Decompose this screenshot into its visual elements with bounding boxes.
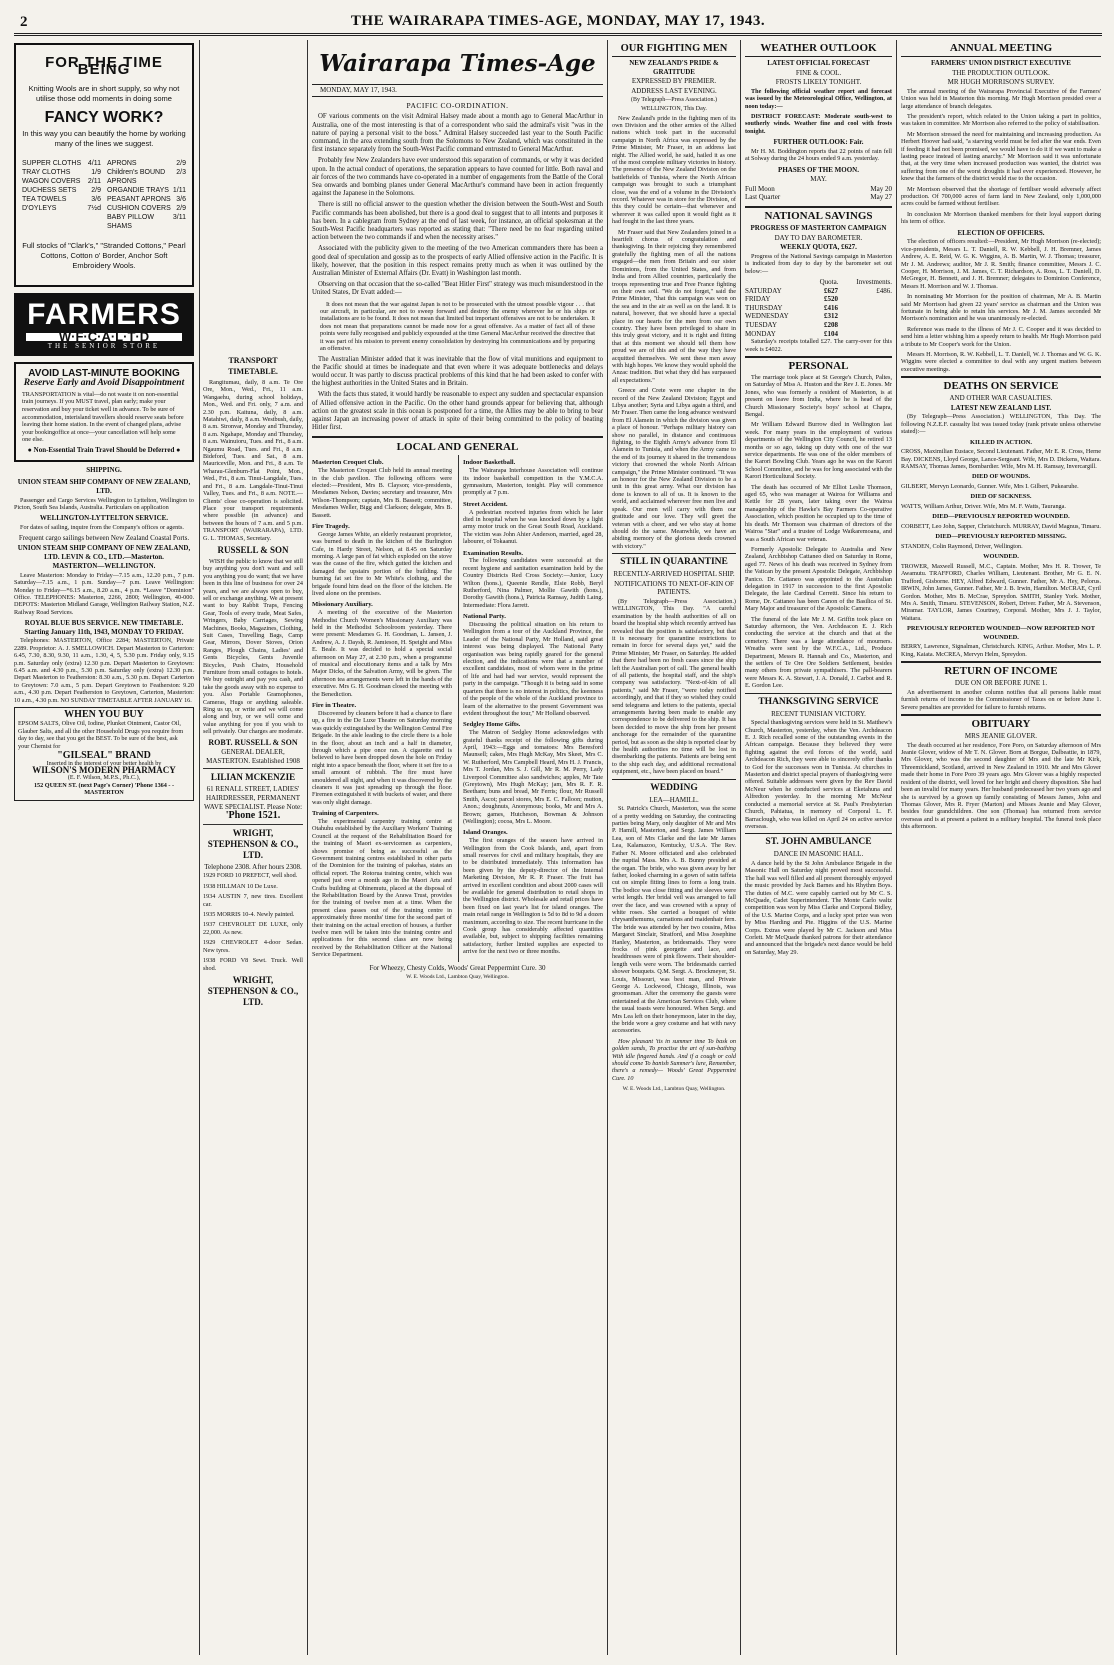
price-item-name: ORGANDIE TRAYS xyxy=(107,187,169,195)
st-john-heading: ST. JOHN AMBULANCE xyxy=(745,833,892,848)
weather-forecast: DISTRICT FORECAST: Moderate south-west to southerly winds. Weather fine and cool with frosts tonight. xyxy=(745,113,892,135)
st-john-body: A dance held by the St John Ambulance Brigade in the Masonic Hall on Saturday night proved most successful. The hall was well filled and all present thoroughly enjoyed the music provided by Jack Barnes and his Rhythm Boys. The duties of M.C. were capably carried out by Mr C. S. McQuade, Cadet Superintendent. The Monte Carlo waltz competition was won by Miss Clarke and Corporal Bidley, of the U.S. Marine Corps, and a lucky spot prize was won by Miss Harding and Pte. Higgins of the U.S. Marine Corps. Extras were played by Mr C. Jackson and Miss Corlett. Mr McQuade thanked patrons for their attendance and announced that the brigade's next dance would be held on Saturday, May 29. xyxy=(745,859,892,956)
column-rule xyxy=(607,40,608,1655)
casualty-entries: STANDEN, Colin Raymond, Driver, Wellington. xyxy=(901,543,1023,550)
column-news-a xyxy=(612,40,736,1655)
obituary-body: The death occurred at her residence, Fore Poro, on Saturday afternoon of Mrs Jeanie Glover, widow of Mr T. N. Glover. Born at Borgue, Dalbeattie, in 1879, Mrs Glover, who was the second daughter of Mrs and the late Mr Kirk, Threemickland, Scotland, arrived in New Zealand in 1910. Mr and Mrs Glover made their home in Fore Poro 39 years ago. Mrs Glover was a highly respected resident of the district, well loved for her bright and cheery disposition. She had been an invalid for many years. Her husband predeceased her two years ago and she is survived by a grown up family consisting of Messrs James, John and Thomas Glover, Mrs R. Fryer (Marton) and Misses Jeanie and May Glover, besides four grandchildren. One son (Thomas) has returned from service overseas and is at present a patient in a military hospital. The funeral took place this afternoon. xyxy=(901,741,1101,831)
lilian-mckenzie-body: 61 RENALL STREET, LADIES' HAIRDRESSER, PERMANENT WAVE SPECIALIST. Please Note: xyxy=(203,785,303,811)
casualty-entries: CROSS, Maximilian Eustace, Second Lieutenant. Father, Mr E. R. Cross, Herne Bay. DICKENS, Lloyd George, Lance-Sergeant. Wife, Mrs D. Dickens, Waitara. RAMSAY, Thomas James, Bombardier. Wife, Mrs M. H. Ramsay, Invercargill. xyxy=(901,448,1101,470)
editorial-paragraph: OF various comments on the visit Admiral Halsey made about a month ago to General MacArthur in Australia, one of the most interesting is that of a correspondent who said the admiral's visit "was in the nature of paying a personal visit to the boss." Admiral Halsey succeeded last year to the South Pacific command, in the area extending south from the Solomons to New Zealand, which was constituted in the first instance separately from the South-West Pacific command entrusted to General MacArthur. xyxy=(312,113,603,154)
local-news-item-heading: Fire Tragedy. xyxy=(312,522,350,530)
quarantine-subheading-2: NOTIFICATIONS TO NEXT-OF-KIN OF PATIENTS. xyxy=(614,579,734,597)
price-item-name: WAGON COVERS xyxy=(22,178,81,186)
local-news-item-heading: National Party. xyxy=(463,613,506,621)
weather-further-outlook: FURTHER OUTLOOK: Fair. xyxy=(773,138,864,147)
quarantine-body: (By Telegraph—Press Association.) WELLINGTON, This Day. "A careful examination by the health authorities of all on board the hospital ship which recently arrived has revealed that the position is satisfactory, but that it is necessary for quarantine restrictions to remain in force for several days yet," said the Prime Minister, Mr Fraser, on Saturday. He added that there had been no fresh cases since the ship left the Australian port of call. The general health of all patients, the hospital staff, and the ship's company was satisfactory. "Next-of-kin of all patients," said Mr Fraser, "were today notified accordingly, and that if they so wished they could send telegrams and letters to the patients, special arrangements having been made to enable any correspondence to be delivered to the ship. It has been decided to move the ship from her present anchorage for the remainder of the quarantine period, but as soon as the ship is reported clear by the health authorities no time will be lost in disembarking the patients. Patients are being sent to the ship each day, and additional recreational equipment, etc., have been placed on board." xyxy=(612,597,736,776)
national-savings-column-headers xyxy=(745,278,892,287)
russell-son-signature: ROBT. RUSSELL & SON xyxy=(208,737,298,747)
royal-blue-heading: ROYAL BLUE BUS SERVICE. NEW TIMETABLE. Starting January 11th, 1943, MONDAY TO FRIDAY. xyxy=(24,619,184,636)
price-list-row xyxy=(22,177,101,186)
price-item-price: 2/11 xyxy=(87,178,101,186)
casualty-entries: WATTS, William Arthur, Driver. Wife, Mrs M. F. Watts, Tauranga. xyxy=(901,503,1066,510)
column-rule xyxy=(896,40,897,1655)
farmers-logo-sub: W·F·C·A·L·T·D xyxy=(26,333,182,340)
national-savings-row xyxy=(745,330,892,339)
thanksgiving-heading: THANKSGIVING SERVICE xyxy=(745,693,892,708)
annual-meeting-body xyxy=(901,88,1101,226)
fighting-men-subheading: NEW ZEALAND'S PRIDE & GRATITUDE xyxy=(629,59,719,76)
local-news-item-heading: Island Oranges. xyxy=(463,829,508,837)
election-paragraph: The election of officers resulted:—President, Mr Hugh Morrison (re-elected); vice-presidents, Messrs L. T. Daniell, R. W. Kebbell, J. H. Bremner, James Andrew, A. E. Reid, W. G. K. Wiggins, A. B. Martin, W. J. Thomas; treasurer, Mr J. M. Andrews; auditor, Mr J. R. Smith; finance committee, Messrs J. C. Cooper, H. Morrison, J. M. James, C. T. Richardson, A. Ross, L. T. Daniell, D. McGregor, H. Bennett, and J. H. Bremner; delegates to Dominion Conference, Messrs H. Morrison and W. J. Thomas. xyxy=(901,238,1101,290)
price-item-name: BABY PILLOW SHAMS xyxy=(107,214,154,231)
moon-month: MAY. xyxy=(810,175,827,184)
local-general-left xyxy=(312,455,452,961)
pharmacy-sub: (E. F. Wilson, M.P.S., Ph.C.), xyxy=(67,774,141,782)
casualty-entries: GILBERT, Mervyn Leonardo, Gunner. Wife, Mrs I. Gilbert, Pukearuhe. xyxy=(901,483,1079,490)
national-savings-table xyxy=(745,287,892,339)
fighting-men-body xyxy=(612,115,736,551)
woods-poem-by: W. E. Woods Ltd., Lambton Quay, Wellington. xyxy=(622,1086,726,1093)
annual-meeting-paragraph: The annual meeting of the Wairarapa Provincial Executive of the Farmers' Union was held in Masterton this morning. Mr Hugh Morrison presided over a large attendance of branch delegates. xyxy=(901,87,1101,110)
russell-son-body: WISH the public to know that we still buy anything you don't want and sell you anything you do want; that we have been in this line of business for over 24 years, and we are always open to buy, sell or exchange anything. We at present want to buy Rabbit Traps, Fencing Gear, Tools of every trade, Meat Safes, Wringers, Baby Carriages, Sewing Machines, Books, Magazines, Clothing, Suit Cases, Travelling Bags, Camp Gear, Mirrors, Dover Stoves, Orion Ranges, Plough Chains, Ladies' and Gents Bicycles, Gents Juvenile Bicycles, Push Chairs, Household Furniture from small cottages to hotels. We buy outright and pay you cash, and take the goods away with no expense to you. Also Portable Gramophones, Cameras, Hugs or anything saleable. Ring us up, or write and we will come along and buy, or we will come and value anything for you if you wish to sell privately. Our charges are moderate. xyxy=(203,557,303,736)
casualty-category: DIED—PREVIOUSLY REPORTED MISSING. xyxy=(935,533,1067,541)
wedding-body: St. Patrick's Church, Masterton, was the scene of a pretty wedding on Saturday, the contracting parties being Mary, only daughter of Mr and Mrs P. Hamill, Masterton, and Sergt. James William Lea, son of Mrs Clarke and the late Mr James Lea, Kalamazoo, Kentucky, U.S.A. The Rev. Father N. Moore officiated and also celebrated the nuptial Mass. Mrs A. B. Bunny presided at the organ. The bride, who was given away by her father, looked charming in a gown of satin taffeta cut on simple fitting lines to form a long train. The bodice was close fitting and the sleeves were wrist length. Her bridal veil was arranged to fall over the face, and was crowned with a spray of white roses. She carried a bouquet of white chrysanthemums, carnations and maidenhair fern. The bride was attended by her two cousins, Miss Margaret Sinclair, Stratford, and Miss Josephine Hanley, Masterton, as bridesmaids. They wore frocks of pink georgette and lace, and headdresses were of pink flowers. Their shoulder-length veils were worn. The bridesmaids carried shower bouquets. Q.M. Sergt. A. Brockmeyer, St. Louis, Missouri, was best man, and Private George A. Lockwood, Chicago, Illinois, was groomsman. After the ceremony the guests were entertained at the American Services Club, where the usual toasts were honoured. When Sergt. and Mrs Lea left on their honeymoon, later in the day, the bride wore a grey costume and hat with navy accessories. xyxy=(612,805,736,1035)
column-rule xyxy=(740,40,741,1655)
casualty-entries: CORBETT, Leo John, Sapper, Christchurch. MURRAY, David Magnus, Timaru. xyxy=(901,523,1101,530)
local-news-item-body: Discussing the political situation on his return to Wellington from a tour of the Auckland Province, the Leader of the National Party, Mr Holland, said great interest was being displayed. The National Party organisation was being rapidly geared for the general election, and the indications were that a number of excellent candidates, most of whom were in the prime of life and had had war service, would represent the party in the campaign. "Though it is being said in some quarters that there is no interest in politics, the keenness of the people of the whole of the Auckland province to learn of the alternative to the present Government was evident throughout the tour," Mr Holland observed. xyxy=(463,621,603,717)
farmers-logo-tag: THE SENIOR STORE xyxy=(47,341,161,350)
savings-day: FRIDAY xyxy=(745,295,771,304)
newspaper-nameplate: Wairarapa Times-Age xyxy=(319,50,596,77)
woods-poem: How pleasant 'tis in summer time To bask on golden sands, To practise the art of sun-bathing With idle fingered hands. And if a cough or cold should come To banish Summer's lure, Remember, there's a remedy— Woods' Great Peppermint Cure. 10 xyxy=(612,1037,736,1082)
price-item-price: 2/9 xyxy=(176,205,186,213)
moon-phase-name: Full Moon xyxy=(745,184,775,193)
savings-investments xyxy=(860,312,892,321)
thanksgiving-subheading: RECENT TUNISIAN VICTORY. xyxy=(771,709,866,718)
ad-intro: Knitting Wools are in short supply, so why not utilise those odd moments in doing some xyxy=(28,83,180,103)
price-item-price: 2/9 xyxy=(91,187,101,195)
weather-intro: The following official weather report and forecast was issued by the Meteorological Office, Wellington, at noon today:— xyxy=(745,87,892,110)
price-list-row xyxy=(22,186,101,195)
price-list-row xyxy=(22,159,101,168)
casualty-category: DIED OF WOUNDS. xyxy=(971,473,1031,481)
used-car-listing: 1937 CHEVROLET DE LUXE, only 22,000. As new. xyxy=(203,921,303,936)
national-savings-subheading: PROGRESS OF MASTERTON CAMPAIGN xyxy=(750,224,887,232)
fighting-men-heading: OUR FIGHTING MEN xyxy=(612,43,736,57)
price-item-price: 4/11 xyxy=(87,160,101,168)
price-item-name: Children's BOUND APRONS xyxy=(107,169,166,186)
ad-stocks: Full stocks of "Clark's," "Stranded Cottons," Pearl Cottons, Cotton o' Border, Anchor Soft Embroidery Wools. xyxy=(22,241,186,271)
royal-blue-body: Telephones: MASTERTON, Office 2284; MASTERTON, Private 2289. Proprietor: A. J. SMELLOWICH. Depart Masterton to Carterton: 6.45, 7.30, 8.30, 9.30, 11 a.m., 1.30, 4, 5, 5.30 p.m. Friday only, 9.15 p.m. Saturday only (extra) 12.30 p.m. Depart Masterton to Greytown: 6.45 a.m. and 4.30 p.m., 5.30 p.m. Saturday only (extra) 12.30 p.m. Depart Masterton to Featherston: 8.30 a.m., 5.30 p.m. Depart Carterton to Greytown: 7.0 a.m., 5 p.m. Depart Greytown to Featherston: 9.20 a.m., 4.30 p.m. Depart Featherston to Greytown, Carterton, Masterton: 10 a.m., 4.30 p.m. NO SUNDAY TIMETABLE AFTER JANUARY 16. xyxy=(14,637,194,704)
local-news-item-body: A pedestrian received injuries from which he later died in hospital when he was knocked down by a light army motor truck on the Great South Road, Auckland. The victim was John Ahier Anderson, married, aged 28, labourer, of Tokaanui. xyxy=(463,508,603,546)
annual-meeting-heading: ANNUAL MEETING xyxy=(901,43,1101,57)
wilsons-pharmacy-ad xyxy=(14,707,194,800)
quarantine-heading: STILL IN QUARANTINE xyxy=(612,553,736,568)
levin-agents: UNION STEAM SHIP COMPANY OF NEW ZEALAND, LTD. LEVIN & CO., LTD.—Masterton. xyxy=(17,544,191,561)
lilian-mckenzie-heading: LILIAN MCKENZIE xyxy=(203,768,303,783)
ad-fancy-heading: FANCY WORK? xyxy=(44,108,164,126)
local-news-item-heading: Indoor Basketball. xyxy=(463,459,516,467)
booking-subheadline: Reserve Early and Avoid Disappointment xyxy=(23,378,185,389)
used-car-listing: 1938 FORD V8 Sewt. Truck. Well shod. xyxy=(203,957,303,972)
deaths-on-service-heading: DEATHS ON SERVICE xyxy=(901,376,1101,392)
masterton-wellington-body: Leave Masterton: Monday to Friday—7.15 a.m., 12.20 p.m., 7 p.m. Saturday—7.15 a.m., 1 p.m. Sunday—7 p.m. Leave Wellington: Monday to Friday—*6.15 a.m., 8.20 a.m., 4 p.m. *Leave "Dominion" Office. TELEPHONES: Masterton, 2266, 2800; Wellington, 40-000. DEPOTS: Masterton Midland Garage, Wellington Railway Station, N.Z. Railway Road Services. xyxy=(14,571,194,616)
editorial-body xyxy=(312,113,603,432)
casualty-category: DIED—PREVIOUSLY REPORTED WOUNDED. xyxy=(932,513,1070,521)
casualty-entries: BERRY, Lawrence, Signalman, Christchurch. KING, Arthur. Mother, Mrs L. P. King, Kaiata. McCREA, Mervyn Helm, Spreydon. xyxy=(901,643,1101,658)
annual-meeting-subheading-3: MR HUGH MORRISON'S SURVEY. xyxy=(947,78,1055,87)
used-car-listing: 1935 MORRIS 10-4. Newly painted. xyxy=(203,911,295,919)
wellington-lyttelton-heading: WELLINGTON-LYTTELTON SERVICE. xyxy=(39,514,169,523)
personal-paragraph: The death has occurred of Mr Elliot Leslie Thomson, aged 65, who was manager at Wairoa for Williams and Kettle for 28 years, later taking over the Wairoa managership of the Hawke's Bay Farmers Co-operative Association, which position he occupied up to the time of his death. Mr Thomson was chairman of directors of the Wairoa "Star" and a trustee of Lodge Waikaremoana, and was a South African war veteran. xyxy=(745,483,892,543)
column-ads-center-top xyxy=(203,40,303,345)
savings-quota: £312 xyxy=(824,312,838,321)
woods-cure-ad-by: W. E. Woods Ltd., Lambton Quay, Wellington. xyxy=(406,974,509,981)
column-news-c xyxy=(901,40,1101,1655)
transport-timetable-heading: TRANSPORT TIMETABLE. xyxy=(228,356,278,376)
annual-meeting-paragraph: Mr Morrison stressed the need for maintaining and increasing production. As Herbert Hoover had said, "a starving world must be fed after the war ends. Even if feeding it had not been promised, we would have to do it if we want to make a lasting peace instead of lasting anarchy." Mr Morrison said it was unfortunate that, at the very time when increased production was wanted, the district was suffering from one of the worst droughts it had ever experienced. However, he knew that the farmers of the district would rise to the occasion. xyxy=(901,130,1101,183)
deaths-subheading-2: LATEST NEW ZEALAND LIST. xyxy=(950,403,1052,412)
price-item-name: TRAY CLOTHS xyxy=(22,169,71,177)
editorial-paragraph: Observing on that occasion that the so-called "Beat Hitler First" strategy was much misunderstood in the United States, Dr Evatt added:— xyxy=(312,281,603,297)
price-list-row xyxy=(107,186,186,195)
personal-paragraph: The marriage took place at St George's Church, Paltes, on Saturday of Miss A. Huston and the Rev J. E. Jones. Mr Jones, who was formerly a resident of Masterton, is at present on leave from India, where he is head of the Church Missionary Society's boys' school at Chapra, Bengal. xyxy=(745,373,892,418)
used-car-list xyxy=(203,872,303,971)
price-item-price: 1/9 xyxy=(91,169,101,177)
fighting-men-paragraph: New Zealand's pride in the fighting men of its own Division and the other armies of the Allied nations which took part in the successful campaign in North Africa was expressed by the Prime Minister, Mr Fraser, in an address last night. The Allied world, he said, hailed it as one of the most complete military victories in history. The presence of the New Zealand Division on the battlefields of Tunisia, where the North African campaign was brought to such a triumphant close, was the end of a volume in the Division's record. Whatever was in store for the Division, of this they could be certain—that whenever and wherever it was called upon it would fight as it had fought in the last three years. xyxy=(612,114,736,226)
local-news-item-body: The first oranges of the season have arrived in Wellington from the Cook Islands, and, apart from small reserves for civil and military hospitals, they are to be distributed immediately. This information has been given by the deputy-director of the Internal Marketing Division, Mr R. P. Fraser. The fruit has arrived in excellent condition and about 2000 cases will be available for general distribution to retail shops in the Wellington district. Wholesale and retail prices have been fixed on last year's list for island oranges. The main retail range in Wellington is 5d to 8d to 9d a dozen maximum, according to size. The recent hurricane in the Cook group has considerably affected quantities available, but, subject to shipping facilities remaining satisfactory, further limited supplies are expected to arrive for the next two or three months. xyxy=(463,837,603,956)
used-car-listing: 1934 AUSTIN 7, new tires. Excellent car. xyxy=(203,893,303,908)
wellington-lyttelton-body: For dates of sailing, inquire from the Company's offices or agents. xyxy=(20,524,184,531)
obituary-heading: OBITUARY xyxy=(901,714,1101,730)
moon-phase-date: May 27 xyxy=(870,193,892,202)
local-news-item-heading: Street Accident. xyxy=(463,500,508,508)
annual-meeting-paragraph: In conclusion Mr Morrison thanked members for their loyal support during his term of office. xyxy=(901,210,1101,226)
election-paragraph: Reference was made to the illness of Mr J. C. Cooper and it was decided to send him a letter wishing him a speedy return to health. Mr Hugh Morrison paid a tribute to Mr Cooper's work for the Union. xyxy=(901,325,1101,348)
obituary-subheading: MRS JEANIE GLOVER. xyxy=(964,732,1038,741)
savings-investments xyxy=(860,330,892,339)
national-savings-row xyxy=(745,312,892,321)
used-car-listing: 1938 HILLMAN 10 De Luxe. xyxy=(203,882,278,890)
savings-day: TUESDAY xyxy=(745,320,778,329)
national-savings-row xyxy=(745,287,892,296)
st-john-subheading: DANCE IN MASONIC HALL. xyxy=(773,850,864,859)
election-body xyxy=(901,238,1101,373)
wright-stephenson-footer: WRIGHT, STEPHENSON & CO., LTD. xyxy=(207,974,299,1007)
price-list-row xyxy=(107,159,186,168)
local-news-item-body: The Wairarapa Interhouse Association will continue its indoor basketball competition in the Y.M.C.A. gymnasium, Masterton, tonight. Play will commence promptly at 7 p.m. xyxy=(463,467,603,497)
when-you-buy-heading: WHEN YOU BUY xyxy=(64,709,144,721)
national-savings-row xyxy=(745,295,892,304)
national-savings-row xyxy=(745,304,892,313)
local-news-item-body: The experimental carpentry training centre at Otahuhu established by the Auxiliary Workers' Training Council at the request of the Rehabilitation Board for the training of Maori ex-servicemen as carpenters, shows promise of being as successful as the Government training centres established in other parts of the Dominion for the training of pakehas, states an official report. The Rotorua training centre, which was opened just over a month ago in the Maori Arts and Crafts building at Ohinemutu, placed at the disposal of the Rehabilitation Board by the Arawa Trust, provides for the training of twelve men at a time. When the present class passes out of the training centre in approximately three months' time for the second part of their training on the actual erection of houses, a further twelve men will be taken into the training centre and applications for this second class are now being received by the Rehabilitation Officer at the National Service Department. xyxy=(312,817,452,959)
quota-column-header: Quota. xyxy=(819,278,839,286)
moon-phase-row xyxy=(745,193,892,202)
savings-quota: £627 xyxy=(824,286,838,295)
price-item-name: PEASANT APRONS xyxy=(107,196,171,204)
price-item-price: 3/6 xyxy=(91,196,101,204)
local-news-item-body: The following candidates were successful at the recent hygiene and sanitation examination held by the Country Districts Red Cross Society:—Junior, Lucy Wilton (hons.), Queenie Rendle, Elsie Robb, Beryl Rutherford, Nina Palmer, Mollie Gawith (hons.), Dorothy Gawith (hons.), Patricia Ramsay, Judith Laing. Intermediate: Flora Jarrett. xyxy=(463,557,603,609)
annual-meeting-paragraph: Mr Morrison observed that the shortage of fertiliser would adversely affect production. Of 700,000 acres of farm land in New Zealand, only 1,000,000 acres could be farmed without fertiliser. xyxy=(901,185,1101,208)
price-list-right xyxy=(107,159,186,231)
farmers-logo-name: FARMERS xyxy=(27,298,181,332)
page-number: 2 xyxy=(20,14,28,30)
election-paragraph: In nominating Mr Morrison for the position of chairman, Mr A. B. Martin said Mr Morrison had given 22 years' service as chairman and the Union was fortunate in being able to retain his services. Mr J. M. James seconded Mr Morrison's nomination and he was unanimously re-elected. xyxy=(901,293,1101,323)
price-item-name: DUCHESS SETS xyxy=(22,187,77,195)
casualty-category: DIED OF SICKNESS. xyxy=(970,493,1032,501)
wedding-heading: WEDDING xyxy=(612,779,736,794)
column-rule xyxy=(307,40,308,1655)
price-item-name: D'OYLEYS xyxy=(22,205,57,213)
weather-heading: WEATHER OUTLOOK xyxy=(745,43,892,57)
savings-investments xyxy=(860,321,892,330)
local-general-heading: LOCAL AND GENERAL xyxy=(312,436,603,453)
editorial-dateline: MONDAY, MAY 17, 1943. xyxy=(312,84,603,97)
local-news-item-body: A meeting of the executive of the Masterton Methodist Church Women's Missionary Auxiliary was held in the Methodist Schoolroom yesterday. There were present: Mesdames G. H. Goodman, L. Jansen, J. Andrew, A. J. Daysh, R. Jamieson, H. Speight and Miss E. Beale. It was decided to hold a special social afternoon on May 27, at 2.30 p.m., when a programme of musical and elocutionary items and a talk by Mrs Major Dicks, of the Salvation Army, will be given. The afternoon tea arrangements were left in the hands of the executive. Mrs G. H. Goodman closed the meeting with the Benediction. xyxy=(312,609,452,698)
fighting-men-paragraph: Greece and Crete were one chapter in the record of the New Zealand Division; Egypt and Libya another; Syria and Libya again a third, and Mr Fraser. Then came the long advance westward from El Alamein in which the division was given a place of honour. "Perhaps military history can show no parallel, in distance and continuous fighting, to the Eighth Army's advance from El Alamein to Tunisia, and when the Army came to the end of its journey it shared in the tremendous victory that crowned the whole North African campaign," the Prime Minister continued. "It was an honour for the New Zealand Division to be a unit in this great army. What our division has done is known to all of us. It is known to the world, and acclaimed wherever free men live and speak. Our men will carry with them our gratitude and our love. They will greet the veteran with a cheer, and we who stay at home should do the same. Meanwhile, we have an abiding memory of the glorious deeds crowned with victory." xyxy=(612,387,736,550)
editorial-paragraph: There is still no official answer to the question whether the division between the South-West and South Pacific commands has been abolished, but there is a good deal to suggest that to all intents and purposes it has been. In a cablegram from Sydney at the end of last week, for instance, an official spokesman at the South-West Pacific headquarters was reported as stating that: "There need be no fear regarding united action between the two commands if and when the necessity arises." xyxy=(312,201,603,242)
shipping-body: Passenger and Cargo Services Wellington to Lyttelton, Wellington to Picton, South Sea Islands, Australia. Particulars on application xyxy=(14,496,194,511)
local-news-item-heading: Missionary Auxiliary. xyxy=(312,601,373,609)
price-item-price: 3/6 xyxy=(176,196,186,204)
price-list-row xyxy=(107,168,186,186)
editorial-heading: PACIFIC CO-ORDINATION. xyxy=(406,101,509,111)
moon-phase-row xyxy=(745,185,892,194)
column-editorial xyxy=(312,40,603,1655)
personal-paragraph: Mr William Edward Burrow died in Wellington last week. For many years in the employment of various departments of the Wellington City Council, he retired 13 months or so ago, taking up duty with one of the war service departments. He was one of the older members of the Karori Bowling Club. Years ago he was on the Karori School Committee, and he was for long associated with the Karori Horticultural Society. xyxy=(745,421,892,481)
deaths-intro: (By Telegraph—Press Association.) WELLINGTON, This Day. The following N.Z.E.F. casualty list was issued today (rank private unless otherwise stated):— xyxy=(901,413,1101,436)
editorial-paragraph: With the facts thus stated, it would hardly be reasonable to expect any sudden and spectacular expansion of Allied offensive action in the Pacific. On the other hand grounds appear for believing that, although action on the greatest scale in this ocean is postponed for a time, the Allies may be able to bring to bear against Japan an increasing power of attack in spite of their being committed to the policy of beating Hitler first. xyxy=(312,391,603,432)
price-list-left xyxy=(22,159,101,231)
local-general-right xyxy=(458,455,603,961)
price-item-price: 7½d xyxy=(87,205,101,213)
price-item-name: TEA TOWELS xyxy=(22,196,67,204)
used-car-listing: 1929 FORD 10 PREFECT, well shod. xyxy=(203,872,298,880)
local-news-item-heading: Fire in Theatre. xyxy=(312,702,357,710)
savings-quota: £208 xyxy=(824,320,838,329)
national-savings-subheading-2: DAY TO DAY BAROMETER. xyxy=(774,233,863,242)
shipping-heading: SHIPPING. xyxy=(86,466,122,475)
savings-day: THURSDAY xyxy=(745,303,783,312)
savings-day: WEDNESDAY xyxy=(745,312,789,321)
casualty-entries: TROWER, Maxwell Russell, M.C., Captain. Mother, Mrs H. R. Trower, Te Awamutu. TRAFFORD, Charles William, Lieutenant. Brother, Mr G. E. N. Trafford, Gisborne. HEY, Alfred Edward, Gunner. Father, Mr A. Hey, Pelorus. IRWIN, John James, Gunner. Father, Mr J. B. Irwin, Hamilton. McCRAE, Cyril Gordon. Mother, Mrs B. McCrae, Spreydon. SMITH, Stanley York. Mother, Mrs A. Smith, Timaru. STEVENSON, Robert, Driver. Father, Mr A. Stevenson, Miramar. TAYLOR, James Courtney, Corporal. Mother, Mrs J. J. Taylor, Waitara. xyxy=(901,563,1101,622)
masterton-wellington-heading: MASTERTON—WELLINGTON. xyxy=(52,562,156,571)
weather-subheading: LATEST OFFICIAL FORECAST xyxy=(767,59,870,67)
savings-quota: £520 xyxy=(824,295,838,304)
price-item-price: 1/11 xyxy=(172,187,186,195)
page-header-title: THE WAIRARAPA TIMES-AGE, MONDAY, MAY 17, 1943. xyxy=(350,13,766,29)
savings-quota: £104 xyxy=(824,329,838,338)
price-list xyxy=(22,159,186,231)
lilian-mckenzie-phone: 'Phone 1521. xyxy=(225,810,281,822)
price-item-name: SUPPER CLOTHS xyxy=(22,160,82,168)
personal-paragraph: The funeral of the late Mr J. M. Griffin took place on Saturday afternoon, the Ven. Archdeacon E. J. Rich conducting the service at the church and that at the cemetery. There was a large attendance of mourners. Wreaths were sent by the W.F.C.A., Ltd., Produce Department, Messrs R. Hannah and Co., Masterton, and the settlers of Te Ore Ore Soldiers Settlement, besides many others from private sympathisers. The pall-bearers were Messrs K. A. Stewart, J. A. Donald, J. Carbot and R. E. Gordon Lee. xyxy=(745,615,892,690)
farmers-logo xyxy=(14,293,194,356)
annual-meeting-subheading: FARMERS' UNION DISTRICT EXECUTIVE xyxy=(931,59,1071,67)
casualty-category: KILLED IN ACTION. xyxy=(970,438,1032,446)
price-item-price: 2/9 xyxy=(176,160,186,168)
page-masthead xyxy=(14,8,1102,36)
annual-meeting-paragraph: The president's report, which related to the Union taking a part in politics, was taken in committee. Mr Morrison also referred to the policy of stabilisation. xyxy=(901,113,1101,128)
casualty-category: WOUNDED. xyxy=(983,553,1019,561)
election-paragraph: Messrs H. Morrison, R. W. Kebbell, L. T. Daniell, W. J. Thomas and W. G. K. Wiggins were elected a committee to deal with any urgent matters between executive meetings. xyxy=(901,350,1101,373)
local-news-item-body: The Matron of Sedgley Home acknowledges with grateful thanks receipt of the following gifts during April, 1943:—Eggs and tomatoes: Mrs Beresford Maunsell; cakes, Mrs Hugh McKay, Mrs Skeet, Mrs C. W. Rutherford, Mrs Campbell Heard, Mrs H. J. Francis, Mrs T. Jordan, Mrs S. J. Gill, Mr R. M. Perry, Lady Liverpool Committee also sandwiches; apples, Mr Tate (Greytown), Mrs Hugh McKay; jam, Mrs R. F. R. Beetham; buns and bread, Mr Ferris; flour, Mr Russell Smith, Ascot; parcel stores, Mrs E. C. Falloon; mutton, Anon.; doughnuts, Anonymous; books, Mr and Mrs A. Brown; games, Hutcheson, Bowman & Johnson (Wellington); cocoa, Mrs L. Moore. xyxy=(463,729,603,825)
weather-subheading-3: FROSTS LIKELY TONIGHT. xyxy=(775,78,862,87)
column-classifieds xyxy=(203,352,303,1655)
personal-heading: PERSONAL xyxy=(745,356,892,372)
price-list-row xyxy=(107,213,186,231)
local-news-item-heading: Training of Carpenters. xyxy=(312,810,379,818)
national-savings-footer: Saturday's receipts totalled £27. The carry-over for this week is £4022. xyxy=(745,338,892,353)
editorial-paragraph: Probably few New Zealanders have ever understood this separation of commands, or why it was decided upon. In the actual conduct of operations, the separation appears to have counted for little. Both naval and air forces of the two commands have co-operated in a number of engagements from the Battle of the Coral Sea onwards and bombing planes under General MacArthur's command have been in action frequently against the Japanese in the Solomons. xyxy=(312,157,603,198)
column-ads-left xyxy=(14,40,194,1655)
wright-stephenson-heading: WRIGHT, STEPHENSON & CO., LTD. xyxy=(203,824,303,861)
moon-phase-date: May 20 xyxy=(870,184,892,193)
wedding-subheading: LEA—HAMILL. xyxy=(649,795,699,804)
russell-son-heading: RUSSELL & SON xyxy=(217,544,289,555)
casualty-category: PREVIOUSLY REPORTED WOUNDED—NOW REPORTED NOT WOUNDED. xyxy=(906,625,1096,641)
ad-fancy-sub: In this way you can beautify the home by working many of the lines we suggest. xyxy=(22,129,186,149)
casualty-list xyxy=(901,439,1101,659)
editorial-paragraph: Associated with the publicity given to the meeting of the two American commanders there has been a good deal of speculation and gossip as to the prospects of early Allied offensive action in the Pacific. It is likely, however, that the position in this respect remains pretty much as when it was outlined by the Australian Minister of External Affairs (Dr. Evatt) in Washington last month. xyxy=(312,245,603,278)
national-savings-subheading-3: WEEKLY QUOTA, £627. xyxy=(780,243,857,252)
price-item-name: CUSHION COVERS xyxy=(107,205,171,213)
savings-quota: £416 xyxy=(824,303,838,312)
fighting-men-subheading-2: EXPRESSED BY PREMIER. xyxy=(631,77,717,86)
woods-cure-ad: For Wheezy, Chesty Colds, Woods' Great Peppermint Cure. 30 xyxy=(369,963,546,972)
cargo-note: Frequent cargo sailings between New Zealand Coastal Ports. xyxy=(18,534,190,543)
savings-day: SATURDAY xyxy=(745,286,782,295)
fighting-men-subheading-3: ADDRESS LAST EVENING. xyxy=(631,86,717,95)
booking-headline: AVOID LAST-MINUTE BOOKING xyxy=(28,368,180,380)
moon-phase-list xyxy=(745,185,892,202)
booking-ad xyxy=(14,362,194,462)
transport-timetable-body: Rangitumau, daily, 8 a.m. Te Ore Ore, Mon., Wed., Fri., 11 a.m. Wangaehu, during school holidays, Mon., Wed. and Fri. only, 7 a.m. and 2.30 p.m. Kaituna, daily, 8 a.m. Matahiwi, daily, 8 a.m. Westbush, daily, 8 a.m. Stronvar, Monday and Thursday, 8 a.m. Ngahape, Monday and Thursday, 8 a.m. Wainuioru, Tues. and Fri., 8 a.m. Ngaumu Road, Tues. and Fri., 8 a.m. Bideford, Tues. and Sat., 8 a.m. Mauriceville, Mon. and Fri., 8 a.m. Te Wharau-Glenburn-Flat Point, Mon., Wed., Fri., 8 a.m. Tinui-Langdale, Tues. and Fri., 8 a.m. Langdale-Tinui-Tinui Valley, Tues. and Fri., 8 a.m. NOTE.—Clients' close co-operation is solicited. Place your transport requirements where possible (in advance) and between the hours of 7 a.m. and 5 p.m. TRANSPORT (WAIRARAPA), LTD. G. L. THOMAS, Secretary. xyxy=(203,379,303,542)
thanksgiving-body: Special thanksgiving services were held in St. Matthew's Church, Masterton, yesterday, when the Ven. Archdeacon E. J. Rich recalled some of the outstanding events in the African campaign. Because they believed they were fighting against the evil forces of the world, said Archdeacon Rich, they were able to sincerely offer thanks to God for the successes won in Tunisia. At churches in Masterton and district special prayers of thanksgiving were offered. Suitable addresses were given by the Rev David McNeur when he conducted services at Eketahuna and Alfredton yesterday. In the morning Mr McNeur conducted a memorial service at St. Paul's Presbyterian Church, Pahiatua, in memory of Corporal L. F. Barraclough, who was killed on April 24 on active service overseas. xyxy=(745,719,892,830)
moon-phase-name: Last Quarter xyxy=(745,193,781,202)
price-list-row xyxy=(107,204,186,213)
when-you-buy-body: EPSOM SALTS, Olive Oil, Iodine, Plunket Ointment, Castor Oil, Glauber Salts, and all the other Household Drugs you require from day to day, see that you get the BEST. To be sure of the best, ask your Chemist for xyxy=(18,720,184,750)
national-savings-heading: NATIONAL SAVINGS xyxy=(745,206,892,222)
annual-meeting-subheading-2: THE PRODUCTION OUTLOOK. xyxy=(952,68,1050,77)
return-of-income-subheading: DUE ON OR BEFORE JUNE 1. xyxy=(954,679,1048,688)
used-car-listing: 1929 CHEVROLET 4-door Sedan. New tyres. xyxy=(203,939,303,954)
pharmacy-address: 152 QUEEN ST. (next Page's Corner) 'Phone 1364 - - MASTERTON xyxy=(33,781,175,797)
booking-footer: ● Non-Essential Train Travel Should be Deferred ● xyxy=(27,446,181,454)
fighting-men-paragraph: Mr Fraser said that New Zealanders joined in a heartfelt chorus of congratulation and thanksgiving. In their rejoicing they remembered gratefully the fighting men of all the nations engaged—the men from Britain and our sister Dominions, from the United States, and from India and from Allied countries, particularly the troops representing true and Free France fighting on their own soil. "We do not forget," said the Prime Minister, "that this campaign was won on the sea and in the air as well as on the land. It is natural, however, that we should have a special place in our hearts for the men from our own country. They have been privileged to share in this truly great victory, and it is right and fitting that at this moment we should tell them how proud we are of this and of the way they have acquitted themselves. We sent these men away with high hopes. We know they would uphold the Anzac tradition. But what they did has surpassed all expectations." xyxy=(612,228,736,384)
local-news-item-heading: Sedgley Home Gifts. xyxy=(463,721,521,729)
shipping-company: UNION STEAM SHIP COMPANY OF NEW ZEALAND, LTD. xyxy=(17,478,191,495)
column-news-b xyxy=(745,40,892,1655)
savings-day: MONDAY xyxy=(745,329,776,338)
ad-headline: FOR THE TIME BEING xyxy=(45,54,163,79)
return-of-income-heading: RETURN OF INCOME xyxy=(901,661,1101,677)
booking-body: TRANSPORTATION is vital—do not waste it on non-essential train journeys. If you MUST travel, plan early; make your reservation and buy your ticket well in advance. To be sure of accommodation, interisland travellers should reserve seats before leaving their home station. In the event of changed plans, advise your bookingoffice at once—your cancellation will help some one else. xyxy=(22,390,184,444)
personal-body xyxy=(745,374,892,690)
editorial-paragraph: The Australian Minister added that it was inevitable that the flow of vital munitions and equipment to the Pacific should at times be inadequate and that even where it was adequate bottlenecks and delays would occur. It was partly to discuss practical problems of this kind that he had been asked to confer with the highest authorities in the United States and in Britain. xyxy=(312,355,603,388)
deaths-subheading: AND OTHER WAR CASUALTIES. xyxy=(949,394,1053,403)
savings-investments xyxy=(860,295,892,304)
price-item-name: APRONS xyxy=(107,160,137,168)
quarantine-subheading: RECENTLY-ARRIVED HOSPITAL SHIP. xyxy=(613,570,735,579)
savings-investments: £486. xyxy=(876,286,892,295)
russell-son-signature-sub: GENERAL DEALER, MASTERTON. Established 1908 xyxy=(206,748,300,765)
local-news-item-body: Discovered by cleaners before it had a chance to flare up, a fire in the De Luxe Theatre on Saturday morning was quickly extinguished by the Wellington Central Fire Brigade. In the aisle leading to the circle there is a hole in the floor, about an inch and a half in diameter, through which a pipe once ran. A cigarette end is believed to have been dropped down the hole on Friday night into a space beneath the floor, where it set fire to a small amount of rubbish. The fire must have smouldered all night, and when it was discovered by the cleaners it was just spreading up through the floor. Firemen extinguished it with buckets of water, and there was only slight damage. xyxy=(312,709,452,806)
national-savings-row xyxy=(745,321,892,330)
investments-column-header: Investments. xyxy=(856,278,892,286)
local-news-item-heading: Masterton Croquet Club. xyxy=(312,459,384,467)
price-item-price: 2/3 xyxy=(176,169,186,177)
national-savings-intro: Progress of the National Savings campaign in Masterton is indicated from day to day by the barometer set out below:— xyxy=(745,252,892,275)
gilseal-sub: Inserted in the interest of your better health by xyxy=(46,759,162,767)
price-list-row xyxy=(22,195,101,204)
price-item-price: 3/11 xyxy=(172,214,186,222)
gilseal-brand: "GILSEAL" BRAND xyxy=(57,750,151,762)
return-of-income-body: An advertisement in another column notifies that all persons liable must furnish returns of income to the Commissioner of Taxes on or before June 1. Severe penalties are provided for failure to furnish returns. xyxy=(901,688,1101,711)
weather-subheading-2: FINE & COOL. xyxy=(795,68,842,77)
price-list-row xyxy=(22,204,101,213)
farmers-fancy-work-ad xyxy=(14,43,194,287)
pharmacy-name: WILSON'S MODERN PHARMACY xyxy=(32,764,176,775)
price-list-row xyxy=(22,168,101,177)
election-heading: ELECTION OF OFFICERS. xyxy=(957,228,1045,237)
moon-heading: PHASES OF THE MOON. xyxy=(778,165,859,174)
personal-paragraph: Formerly Apostolic Delegate to Australia and New Zealand, Archbishop Cattaneo died on Saturday in Rome, aged 77. News of his death was received in Sydney from the Vatican by the present Apostolic Delegate, Archbishop Panico. Dr. Cattaneo was appointed to the Australian delegation in 1917 in succession to the first Apostolic Delegate, the late Cardinal Cerretti. Since his return to Rome, Dr. Cattaneo has been Canon of the Basilica of St. Mary Major and treasurer of the Apostolic Camera. xyxy=(745,545,892,613)
column-rule xyxy=(199,40,200,1655)
fighting-men-byline: (By Telegraph—Press Association.) WELLINGTON, This Day. xyxy=(631,97,717,112)
local-general-columns xyxy=(312,455,603,961)
editorial-paragraph: It does not mean that the war against Japan is not to be prosecuted with the utmost possible vigour . . . that our aircraft, in particular, are not to sweep forward and destroy the enemy wherever he or his ships or installations are to be found. It does not mean that limited but important offensives are not to be undertaken. It does not mean that preparations cannot be made now for a great offensive. As a matter of fact all of these points were fully recognised and publicly expounded at the time General MacArthur received the directive that it was part of his mission to prevent enemy consolidation by destroying his communications and by preparing an offensive. xyxy=(320,300,595,353)
local-news-item-body: George James White, an elderly restaurant proprietor, was burned to death in the kitchen of the Burlington Cafe, in Hardy Street, Nelson, at 8.45 on Saturday morning. A large pan of fat which exploded on the stove was the cause of the fire, which gutted the kitchen and damaged the upstairs portion of the building. The burning fat set fire to Mr White's clothing, and the brigade found him dead on the floor of the kitchen. He lived alone on the premises. xyxy=(312,530,452,598)
savings-investments xyxy=(860,304,892,313)
local-news-item-heading: Examination Results. xyxy=(463,549,524,557)
wright-stephenson-phone: Telephone 2308. After hours 2308. xyxy=(204,862,302,871)
local-news-item-body: The Masterton Croquet Club held its annual meeting in the club pavilion. The following officers were elected:—President, Mrs B. Clayson; vice-presidents, Mesdames Nelson, Davies; secretary and treasurer, Mrs Wilson-Thompson; captain, Mrs B. Bassett; committee, Mesdames Weller, Bigg and Clarkson; delegate, Mrs B. Bassett. xyxy=(312,467,452,519)
price-list-row xyxy=(107,195,186,204)
weather-rainfall: Mr H. M. Boddington reports that 22 points of rain fell at Solway during the 24 hours ended 9 a.m. yesterday. xyxy=(745,147,892,163)
